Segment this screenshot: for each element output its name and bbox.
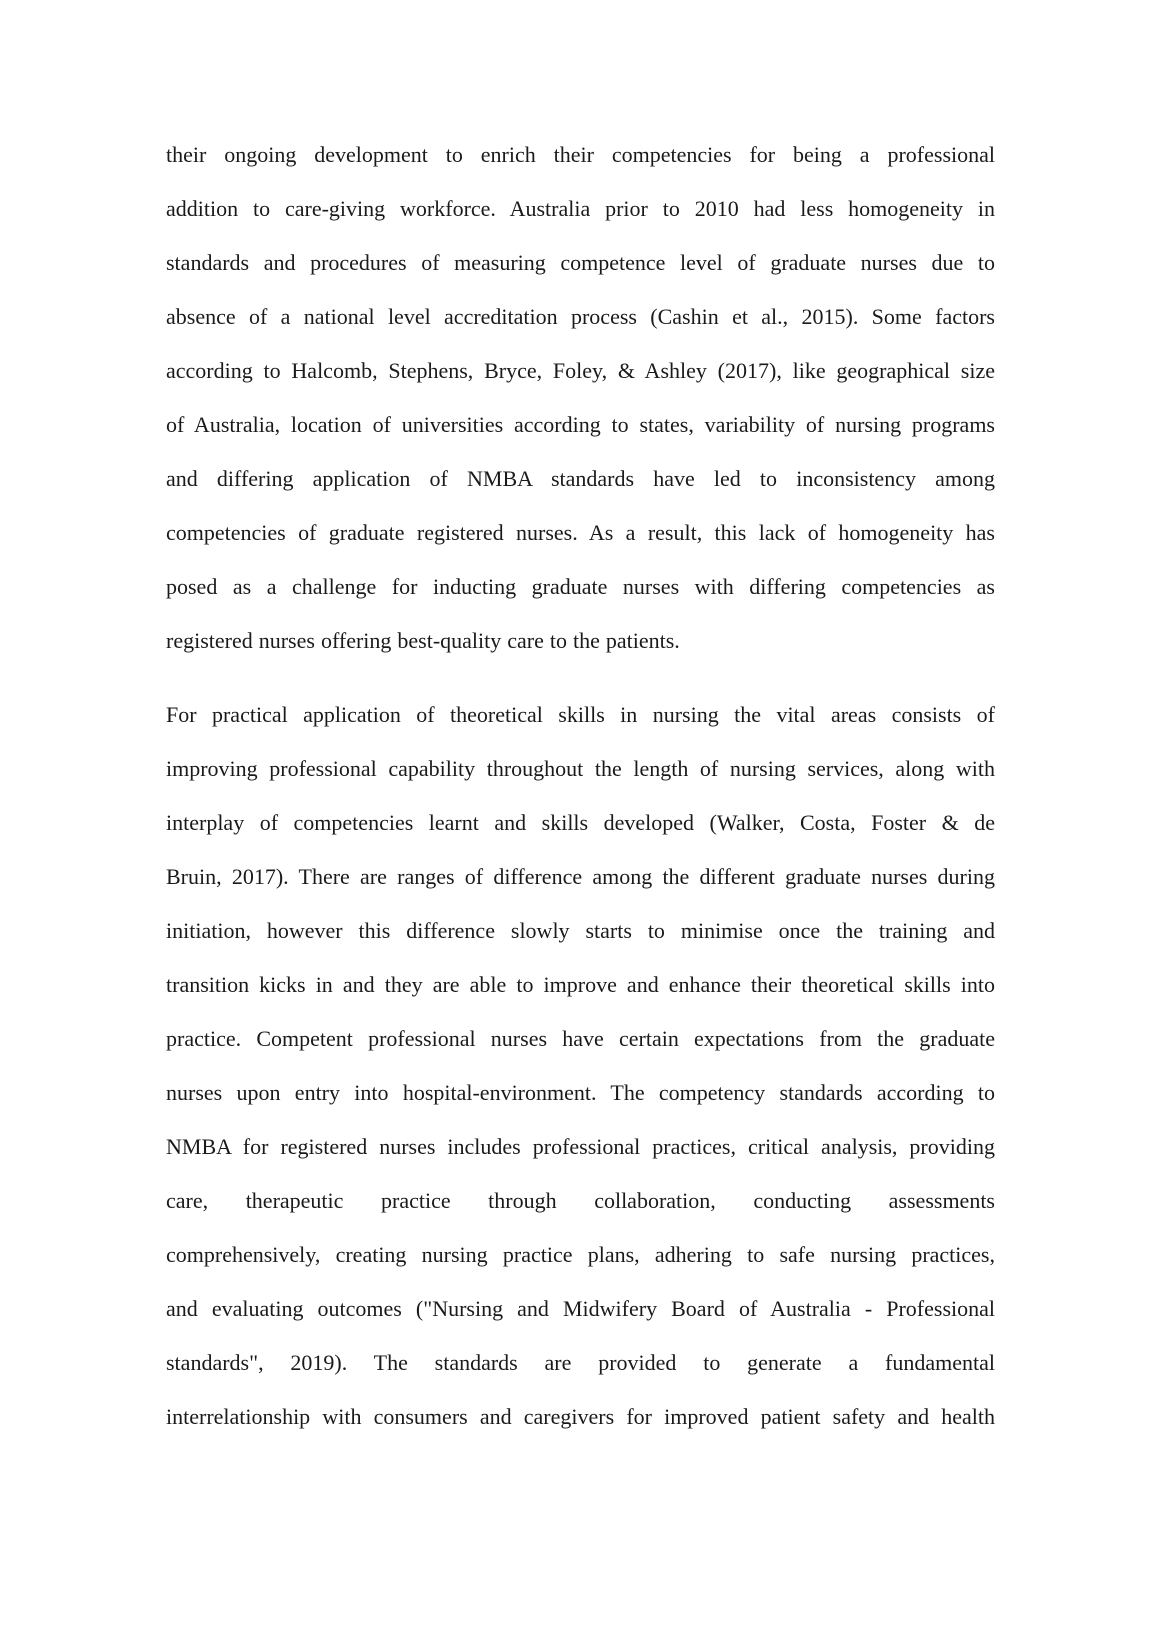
text-line: competencies of graduate registered nurses. As a result, this lack of homogeneity has	[166, 520, 995, 545]
text-line: and evaluating outcomes ("Nursing and Midwifery Board of Australia - Professional	[166, 1296, 995, 1321]
text-line: initiation, however this difference slowly starts to minimise once the training and	[166, 918, 995, 943]
body-text	[166, 128, 995, 1444]
text-line: Bruin, 2017). There are ranges of difference among the different graduate nurses during	[166, 864, 995, 889]
text-line: absence of a national level accreditation process (Cashin et al., 2015). Some factors	[166, 304, 995, 329]
paragraph-2	[166, 688, 995, 1444]
text-line: posed as a challenge for inducting graduate nurses with differing competencies as	[166, 574, 995, 599]
text-line: and differing application of NMBA standards have led to inconsistency among	[166, 466, 995, 491]
text-line: transition kicks in and they are able to improve and enhance their theoretical skills into	[166, 972, 995, 997]
text-line: registered nurses offering best-quality care to the patients.	[166, 628, 680, 653]
text-line: standards", 2019). The standards are provided to generate a fundamental	[166, 1350, 995, 1375]
text-line: comprehensively, creating nursing practice plans, adhering to safe nursing practices,	[166, 1242, 995, 1267]
text-line: NMBA for registered nurses includes professional practices, critical analysis, providing	[166, 1134, 995, 1159]
paragraph-1	[166, 128, 995, 668]
text-line: addition to care-giving workforce. Australia prior to 2010 had less homogeneity in	[166, 196, 995, 221]
text-line: according to Halcomb, Stephens, Bryce, Foley, & Ashley (2017), like geographical size	[166, 358, 995, 383]
text-line: improving professional capability throughout the length of nursing services, along with	[166, 756, 995, 781]
text-line: For practical application of theoretical skills in nursing the vital areas consists of	[166, 702, 995, 727]
text-line: nurses upon entry into hospital-environment. The competency standards according to	[166, 1080, 995, 1105]
text-line: their ongoing development to enrich their competencies for being a professional	[166, 142, 995, 167]
text-line: care, therapeutic practice through collaboration, conducting assessments	[166, 1188, 995, 1213]
text-line: interplay of competencies learnt and skills developed (Walker, Costa, Foster & de	[166, 810, 995, 835]
text-line: practice. Competent professional nurses have certain expectations from the graduate	[166, 1026, 995, 1051]
text-line: interrelationship with consumers and caregivers for improved patient safety and health	[166, 1404, 995, 1429]
text-line: of Australia, location of universities according to states, variability of nursing programs	[166, 412, 995, 437]
text-line: standards and procedures of measuring competence level of graduate nurses due to	[166, 250, 995, 275]
